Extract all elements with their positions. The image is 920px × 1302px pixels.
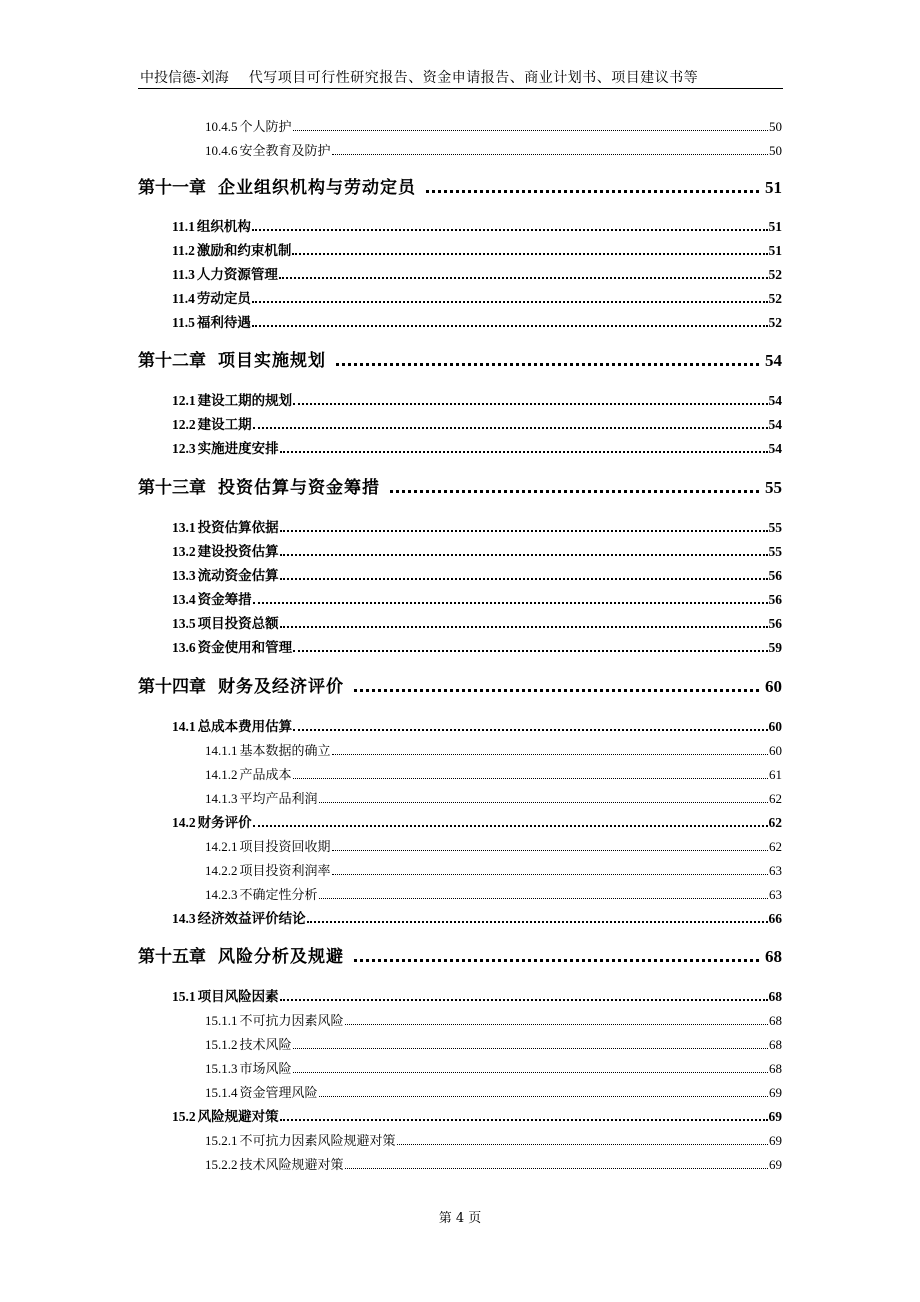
toc-entry bbox=[205, 1057, 782, 1077]
toc-entry-number: 15.2.2 bbox=[205, 1157, 238, 1172]
toc-entry-label bbox=[172, 413, 252, 433]
dot-leader bbox=[319, 802, 768, 803]
dot-leader bbox=[280, 578, 768, 580]
toc-entry-page: 68 bbox=[769, 1013, 782, 1028]
toc-entry bbox=[205, 883, 782, 903]
toc-entry-number: 14.1.2 bbox=[205, 767, 238, 782]
toc-entry-number: 14.1.3 bbox=[205, 791, 238, 806]
toc-entry-number: 14.2 bbox=[172, 815, 196, 830]
toc-entry-page: 68 bbox=[768, 989, 782, 1004]
toc-entry-label bbox=[205, 836, 331, 855]
dot-leader bbox=[332, 754, 768, 755]
toc-entry-number: 15.1.4 bbox=[205, 1085, 238, 1100]
dot-leader bbox=[319, 1096, 768, 1097]
toc-entry-title: 不确定性分析 bbox=[239, 888, 318, 903]
toc-entry-page: 56 bbox=[768, 616, 782, 631]
toc-entry-title: 投资估算依据 bbox=[197, 520, 279, 536]
toc-entry bbox=[172, 907, 782, 927]
dot-leader bbox=[332, 850, 768, 851]
toc-entry bbox=[205, 1153, 782, 1173]
dot-leader bbox=[253, 825, 768, 827]
toc-entry-number: 15.1 bbox=[172, 989, 196, 1004]
toc-entry-label bbox=[172, 588, 252, 608]
dot-leader bbox=[280, 554, 768, 556]
toc-entry-label bbox=[172, 1105, 279, 1125]
toc-entry-label bbox=[172, 564, 279, 584]
toc-entry-title: 个人防护 bbox=[239, 120, 292, 135]
toc-chapter-entry bbox=[138, 172, 782, 198]
toc-entry-number: 10.4.6 bbox=[205, 143, 238, 158]
toc-entry-title: 项目投资利润率 bbox=[239, 864, 331, 879]
toc-entry-page: 50 bbox=[769, 119, 782, 134]
toc-entry bbox=[172, 588, 782, 608]
toc-entry-label bbox=[205, 1058, 292, 1077]
toc-entry-number: 13.6 bbox=[172, 640, 196, 655]
toc-entry-number: 14.2.1 bbox=[205, 839, 238, 854]
toc-entry bbox=[205, 1009, 782, 1029]
toc-chapter-entry bbox=[138, 671, 782, 697]
toc-entry-number: 第十三章 bbox=[138, 478, 206, 497]
toc-entry-title: 项目投资总额 bbox=[197, 616, 279, 632]
toc-entry-number: 14.2.3 bbox=[205, 887, 238, 902]
toc-entry-label bbox=[205, 1034, 292, 1053]
toc-entry-label bbox=[205, 884, 318, 903]
toc-entry-page: 68 bbox=[765, 947, 782, 966]
toc-entry bbox=[172, 311, 782, 331]
dot-leader bbox=[390, 490, 759, 493]
toc-entry-label bbox=[205, 1082, 318, 1101]
toc-entry-title: 投资估算与资金筹措 bbox=[218, 478, 380, 498]
toc-entry bbox=[172, 636, 782, 656]
toc-entry bbox=[172, 715, 782, 735]
dot-leader bbox=[293, 729, 767, 731]
toc-entry-number: 12.3 bbox=[172, 441, 196, 456]
toc-entry-title: 市场风险 bbox=[239, 1062, 292, 1077]
toc-entry-number: 13.5 bbox=[172, 616, 196, 631]
toc-entry-title: 不可抗力因素风险规避对策 bbox=[239, 1134, 396, 1149]
dot-leader bbox=[280, 451, 768, 453]
dot-leader bbox=[293, 650, 767, 652]
toc-entry-title: 财务及经济评价 bbox=[218, 677, 344, 697]
toc-entry-title: 风险分析及规避 bbox=[218, 947, 344, 967]
toc-entry-title: 项目投资回收期 bbox=[239, 840, 331, 855]
toc-entry-page: 61 bbox=[769, 767, 782, 782]
toc-chapter-entry bbox=[138, 472, 782, 498]
toc-entry-label bbox=[205, 740, 331, 759]
dot-leader bbox=[397, 1144, 768, 1145]
toc-entry-number: 15.1.1 bbox=[205, 1013, 238, 1028]
toc-entry-page: 54 bbox=[768, 417, 782, 432]
toc-entry-title: 劳动定员 bbox=[196, 291, 251, 307]
toc-entry-page: 68 bbox=[769, 1061, 782, 1076]
toc-entry-page: 55 bbox=[768, 544, 782, 559]
toc-entry-page: 51 bbox=[768, 219, 782, 234]
toc-entry-page: 52 bbox=[768, 267, 782, 282]
toc-entry-page: 52 bbox=[768, 315, 782, 330]
header-author: 中投信德-刘海 bbox=[140, 70, 229, 86]
dot-leader bbox=[252, 325, 768, 327]
toc-entry-title: 建设工期的规划 bbox=[197, 393, 293, 409]
toc-entry-title: 组织机构 bbox=[196, 219, 251, 235]
toc-entry bbox=[205, 835, 782, 855]
dot-leader bbox=[293, 1048, 768, 1049]
toc-entry-label bbox=[138, 346, 326, 371]
toc-entry-number: 14.1 bbox=[172, 719, 196, 734]
dot-leader bbox=[354, 959, 759, 962]
toc-entry-number: 11.1 bbox=[172, 219, 195, 234]
toc-entry bbox=[172, 516, 782, 536]
toc-entry bbox=[205, 139, 782, 159]
toc-entry-number: 12.1 bbox=[172, 393, 196, 408]
toc-entry bbox=[205, 1081, 782, 1101]
toc-entry bbox=[205, 787, 782, 807]
toc-entry-number: 12.2 bbox=[172, 417, 196, 432]
toc-entry-title: 财务评价 bbox=[197, 815, 252, 831]
toc-entry-page: 60 bbox=[768, 719, 782, 734]
toc-entry-label bbox=[172, 612, 279, 632]
toc-entry-label bbox=[138, 473, 380, 498]
toc-entry-page: 63 bbox=[769, 887, 782, 902]
header-description: 代写项目可行性研究报告、资金申请报告、商业计划书、项目建议书等 bbox=[248, 70, 699, 86]
toc-entry-title: 实施进度安排 bbox=[197, 441, 279, 457]
toc-entry-page: 63 bbox=[769, 863, 782, 878]
toc-entry bbox=[172, 540, 782, 560]
toc-entry-page: 55 bbox=[768, 520, 782, 535]
toc-entry bbox=[205, 1033, 782, 1053]
toc-entry-title: 风险规避对策 bbox=[197, 1109, 279, 1125]
toc-entry bbox=[205, 739, 782, 759]
toc-entry bbox=[205, 1129, 782, 1149]
toc-entry bbox=[172, 612, 782, 632]
toc-entry-page: 60 bbox=[765, 677, 782, 696]
toc-entry-number: 14.1.1 bbox=[205, 743, 238, 758]
dot-leader bbox=[293, 1072, 768, 1073]
toc-entry bbox=[172, 985, 782, 1005]
toc-entry-title: 项目实施规划 bbox=[218, 351, 326, 371]
toc-entry-number: 10.4.5 bbox=[205, 119, 238, 134]
toc-entry-page: 54 bbox=[768, 393, 782, 408]
toc-entry-number: 11.4 bbox=[172, 291, 195, 306]
toc-entry-page: 50 bbox=[769, 143, 782, 158]
dot-leader bbox=[293, 130, 768, 131]
page-header bbox=[138, 66, 783, 89]
toc-entry-number: 11.3 bbox=[172, 267, 195, 282]
toc-entry-number: 15.2.1 bbox=[205, 1133, 238, 1148]
toc-entry-label bbox=[172, 311, 251, 331]
toc-entry-page: 62 bbox=[769, 791, 782, 806]
toc-entry-number: 11.5 bbox=[172, 315, 195, 330]
dot-leader bbox=[332, 874, 768, 875]
toc-entry-title: 建设工期 bbox=[197, 417, 252, 433]
dot-leader bbox=[280, 530, 768, 532]
toc-entry-number: 13.3 bbox=[172, 568, 196, 583]
toc-entry-label bbox=[172, 389, 292, 409]
toc-entry bbox=[172, 811, 782, 831]
toc-entry-title: 项目风险因素 bbox=[197, 989, 279, 1005]
toc-chapter-entry bbox=[138, 941, 782, 967]
dot-leader bbox=[253, 602, 768, 604]
toc-entry-title: 平均产品利润 bbox=[239, 792, 318, 807]
toc-entry-label bbox=[172, 287, 251, 307]
dot-leader bbox=[280, 1119, 768, 1121]
toc-entry bbox=[172, 239, 782, 259]
dot-leader bbox=[293, 403, 767, 405]
dot-leader bbox=[354, 689, 759, 692]
toc-entry-label bbox=[172, 985, 279, 1005]
toc-entry-title: 资金筹措 bbox=[197, 592, 252, 608]
toc-entry-number: 第十二章 bbox=[138, 351, 206, 370]
dot-leader bbox=[252, 301, 768, 303]
toc-entry-title: 福利待遇 bbox=[196, 315, 251, 331]
dot-leader bbox=[280, 626, 768, 628]
toc-entry-label bbox=[172, 516, 279, 536]
dot-leader bbox=[345, 1168, 768, 1169]
toc-entry-label bbox=[172, 636, 292, 656]
toc-entry-label bbox=[205, 860, 331, 879]
toc-entry-label bbox=[172, 907, 306, 927]
dot-leader bbox=[292, 253, 767, 255]
toc-entry-title: 资金使用和管理 bbox=[197, 640, 293, 656]
dot-leader bbox=[336, 363, 759, 366]
dot-leader bbox=[279, 277, 768, 279]
toc-entry-title: 技术风险规避对策 bbox=[239, 1158, 344, 1173]
toc-entry-number: 13.4 bbox=[172, 592, 196, 607]
toc-entry-page: 68 bbox=[769, 1037, 782, 1052]
toc-entry-label bbox=[138, 672, 344, 697]
toc-entry-title: 建设投资估算 bbox=[197, 544, 279, 560]
toc-entry-page: 54 bbox=[768, 441, 782, 456]
toc-entry-page: 52 bbox=[768, 291, 782, 306]
dot-leader bbox=[280, 999, 768, 1001]
toc-entry-page: 54 bbox=[765, 351, 782, 370]
toc-entry-title: 流动资金估算 bbox=[197, 568, 279, 584]
toc-entry-title: 技术风险 bbox=[239, 1038, 292, 1053]
toc-entry bbox=[172, 1105, 782, 1125]
toc-entry-page: 60 bbox=[769, 743, 782, 758]
toc-entry-title: 资金管理风险 bbox=[239, 1086, 318, 1101]
dot-leader bbox=[293, 778, 768, 779]
toc-entry-page: 66 bbox=[768, 911, 782, 926]
toc-entry-number: 15.2 bbox=[172, 1109, 196, 1124]
toc-entry-number: 第十四章 bbox=[138, 677, 206, 696]
toc-entry-label bbox=[205, 1130, 396, 1149]
toc-entry-title: 企业组织机构与劳动定员 bbox=[218, 178, 416, 198]
toc-entry-label bbox=[205, 788, 318, 807]
toc-entry-page: 55 bbox=[765, 478, 782, 497]
toc-entry-number: 第十一章 bbox=[138, 178, 206, 197]
toc-entry-label bbox=[172, 540, 279, 560]
toc-entry-page: 51 bbox=[768, 243, 782, 258]
toc-entry-page: 56 bbox=[768, 592, 782, 607]
toc-entry-page: 69 bbox=[769, 1133, 782, 1148]
toc-entry-label bbox=[172, 715, 292, 735]
toc-entry-title: 不可抗力因素风险 bbox=[239, 1014, 344, 1029]
toc-entry-label bbox=[172, 239, 291, 259]
toc-entry bbox=[205, 115, 782, 135]
toc-entry-number: 15.1.3 bbox=[205, 1061, 238, 1076]
toc-entry-label bbox=[205, 140, 331, 159]
toc-entry-title: 产品成本 bbox=[239, 768, 292, 783]
toc-entry-title: 基本数据的确立 bbox=[239, 744, 331, 759]
toc-entry-page: 69 bbox=[768, 1109, 782, 1124]
toc-entry-label bbox=[138, 942, 344, 967]
toc-entry bbox=[205, 859, 782, 879]
toc-entry-label bbox=[205, 1010, 344, 1029]
dot-leader bbox=[345, 1024, 768, 1025]
toc-entry-page: 69 bbox=[769, 1085, 782, 1100]
toc-entry-number: 15.1.2 bbox=[205, 1037, 238, 1052]
toc-entry-page: 59 bbox=[768, 640, 782, 655]
toc-entry bbox=[172, 263, 782, 283]
toc-entry-page: 62 bbox=[769, 839, 782, 854]
toc-entry-label bbox=[172, 437, 279, 457]
toc-entry bbox=[172, 389, 782, 409]
toc-entry-page: 56 bbox=[768, 568, 782, 583]
toc-entry-title: 人力资源管理 bbox=[196, 267, 278, 283]
toc-entry-page: 62 bbox=[768, 815, 782, 830]
toc-entry-number: 13.2 bbox=[172, 544, 196, 559]
toc-entry-label bbox=[172, 811, 252, 831]
toc-entry-title: 激励和约束机制 bbox=[196, 243, 292, 259]
dot-leader bbox=[319, 898, 768, 899]
toc-entry-label bbox=[172, 263, 278, 283]
toc-entry bbox=[172, 413, 782, 433]
toc-entry-label bbox=[205, 116, 292, 135]
toc-entry-title: 总成本费用估算 bbox=[197, 719, 293, 735]
toc-entry bbox=[172, 215, 782, 235]
dot-leader bbox=[307, 921, 768, 923]
toc-entry-label bbox=[205, 1154, 344, 1173]
toc-chapter-entry bbox=[138, 345, 782, 371]
toc-entry-number: 11.2 bbox=[172, 243, 195, 258]
dot-leader bbox=[252, 229, 768, 231]
toc-entry-label bbox=[138, 173, 416, 198]
dot-leader bbox=[426, 190, 759, 193]
dot-leader bbox=[253, 427, 768, 429]
toc-entry-label bbox=[205, 764, 292, 783]
toc-entry-title: 经济效益评价结论 bbox=[197, 911, 306, 927]
dot-leader bbox=[332, 154, 768, 155]
toc-entry-number: 14.3 bbox=[172, 911, 196, 926]
toc-entry-page: 51 bbox=[765, 178, 782, 197]
toc-entry bbox=[172, 287, 782, 307]
toc-entry bbox=[172, 564, 782, 584]
toc-entry-label bbox=[172, 215, 251, 235]
toc-entry-page: 69 bbox=[769, 1157, 782, 1172]
toc-entry-number: 14.2.2 bbox=[205, 863, 238, 878]
page-number-footer: 第 4 页 bbox=[438, 1211, 482, 1226]
toc-entry bbox=[172, 437, 782, 457]
toc-entry-number: 第十五章 bbox=[138, 947, 206, 966]
toc-entry-title: 安全教育及防护 bbox=[239, 144, 331, 159]
toc-entry bbox=[205, 763, 782, 783]
toc-entry-number: 13.1 bbox=[172, 520, 196, 535]
